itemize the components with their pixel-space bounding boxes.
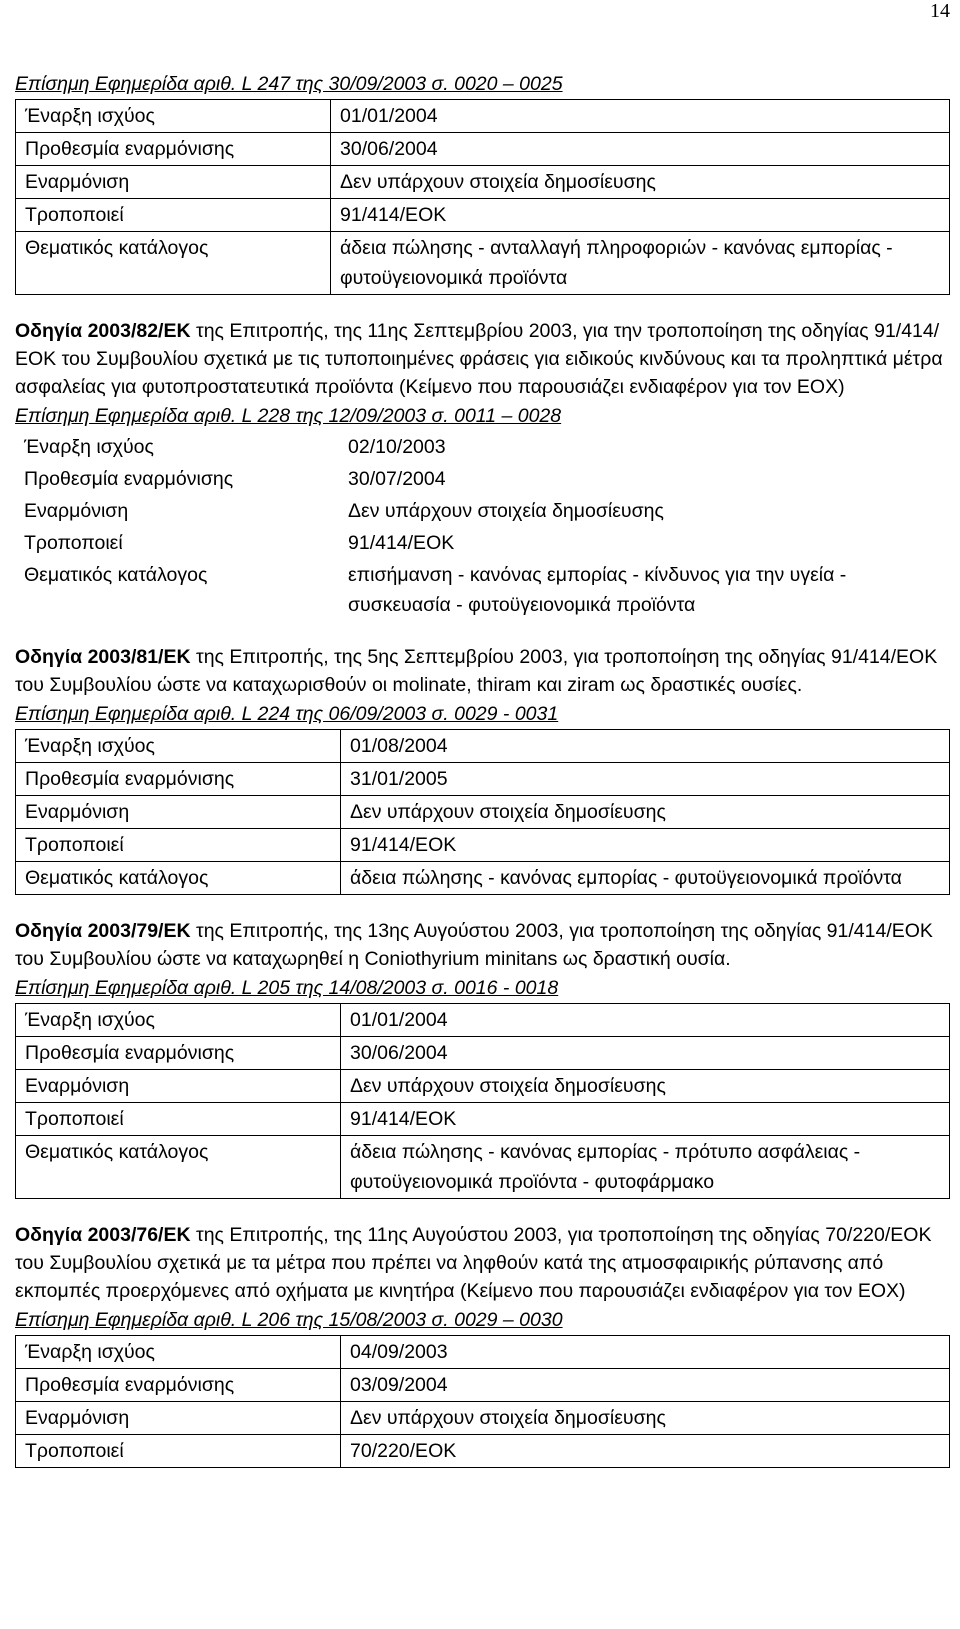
amends-label: Τροποποιεί (16, 1435, 341, 1468)
table-row (16, 730, 950, 763)
amends-value: 70/220/ΕΟΚ (341, 1435, 950, 1468)
transposition-deadline-label: Προθεσμία εναρμόνισης (16, 1037, 341, 1070)
journal-reference: Επίσημη Εφημερίδα αριθ. L 247 της 30/09/2003 σ. 0020 – 0025 (15, 73, 563, 95)
page-number: 14 (930, 0, 950, 22)
directive-section (15, 917, 950, 1199)
directive-title (15, 317, 950, 401)
harmonisation-value: Δεν υπάρχουν στοιχεία δημοσίευσης (331, 166, 950, 199)
table-row (16, 1402, 950, 1435)
table-row (16, 763, 950, 796)
entry-into-force-label: Έναρξη ισχύος (16, 730, 341, 763)
directive-description: της Επιτροπής, της 13ης Αυγούστου 2003, για τροποποίηση της οδηγίας 91/414/ΕΟΚ του Συμβουλίου ώστε να καταχωρηθεί η Coniothyrium minitans ως δραστική ουσία. (15, 920, 933, 970)
harmonisation-label: Εναρμόνιση (16, 1070, 341, 1103)
directive-section (15, 1221, 950, 1468)
transposition-deadline-value: 30/06/2004 (331, 133, 950, 166)
table-row (16, 232, 950, 295)
table-row (15, 431, 950, 463)
amends-label: Τροποποιεί (24, 532, 123, 554)
subject-index-label: Θεματικός κατάλογος (16, 1136, 341, 1199)
journal-reference: Επίσημη Εφημερίδα αριθ. L 206 της 15/08/2003 σ. 0029 – 0030 (15, 1309, 563, 1331)
journal-reference: Επίσημη Εφημερίδα αριθ. L 205 της 14/08/2003 σ. 0016 - 0018 (15, 977, 559, 999)
journal-reference: Επίσημη Εφημερίδα αριθ. L 228 της 12/09/2003 σ. 0011 – 0028 (15, 405, 562, 427)
table-row (16, 1070, 950, 1103)
entry-into-force-value: 04/09/2003 (341, 1336, 950, 1369)
directive-description: της Επιτροπής, της 11ης Σεπτεμβρίου 2003, για την τροποποίηση της οδηγίας 91/414/ΕΟΚ του Συμβουλίου σχετικά με τις τυποποιημένες φράσεις για ειδικούς κινδύνους και τα προληπτικά μέτρα ασφαλείας για φυτοπροστατευτικά προϊόντα (Κείμενο που παρουσιάζει ενδιαφέρον για τον ΕΟΧ) (15, 320, 943, 398)
table-row (16, 1037, 950, 1070)
directive-number: Οδηγία 2003/82/ΕΚ (15, 320, 191, 342)
entry-into-force-label: Έναρξη ισχύος (16, 1004, 341, 1037)
table-row (16, 1136, 950, 1199)
harmonisation-value: Δεν υπάρχουν στοιχεία δημοσίευσης (341, 1402, 950, 1435)
directive-number: Οδηγία 2003/79/ΕΚ (15, 920, 191, 942)
transposition-deadline-value: 30/07/2004 (348, 468, 446, 490)
harmonisation-label: Εναρμόνιση (16, 1402, 341, 1435)
table-row (15, 463, 950, 495)
directive-info-table (15, 1335, 950, 1468)
directive-number: Οδηγία 2003/76/ΕΚ (15, 1224, 191, 1246)
amends-value: 91/414/ΕΟΚ (348, 532, 455, 554)
table-row (16, 1004, 950, 1037)
table-row (16, 1435, 950, 1468)
transposition-deadline-value: 30/06/2004 (341, 1037, 950, 1070)
directive-section (15, 643, 950, 895)
table-row (16, 1336, 950, 1369)
subject-index-value: επισήμανση - κανόνας εμπορίας - κίνδυνος για την υγεία - συσκευασία - φυτοϋγειονομικά προϊόντα (348, 564, 847, 616)
table-row (16, 133, 950, 166)
directive-title (15, 1221, 950, 1305)
amends-label: Τροποποιεί (16, 1103, 341, 1136)
directive-description: της Επιτροπής, της 11ης Αυγούστου 2003, για τροποποίηση της οδηγίας 70/220/ΕΟΚ του Συμβουλίου σχετικά με τα μέτρα που πρέπει να ληφθούν κατά της ατμοσφαιρικής ρύπανσης από εκπομπές προερχόμενες από οχήματα με κινητήρα (Κείμενο που παρουσιάζει ενδιαφέρον για τον ΕΟΧ) (15, 1224, 932, 1302)
amends-label: Τροποποιεί (16, 829, 341, 862)
subject-index-value: άδεια πώλησης - κανόνας εμπορίας - φυτοϋγειονομικά προϊόντα (341, 862, 950, 895)
entry-into-force-label: Έναρξη ισχύος (16, 100, 331, 133)
harmonisation-value: Δεν υπάρχουν στοιχεία δημοσίευσης (341, 1070, 950, 1103)
entry-into-force-label: Έναρξη ισχύος (24, 436, 154, 458)
table-row (16, 166, 950, 199)
entry-into-force-label: Έναρξη ισχύος (16, 1336, 341, 1369)
harmonisation-value: Δεν υπάρχουν στοιχεία δημοσίευσης (341, 796, 950, 829)
table-row (16, 796, 950, 829)
harmonisation-label: Εναρμόνιση (16, 166, 331, 199)
table-row (16, 862, 950, 895)
table-row (16, 1369, 950, 1402)
amends-value: 91/414/ΕΟΚ (341, 829, 950, 862)
subject-index-value: άδεια πώλησης - ανταλλαγή πληροφοριών - κανόνας εμπορίας - φυτοϋγειονομικά προϊόντα (331, 232, 950, 295)
directive-title (15, 643, 950, 699)
entry-into-force-value: 01/01/2004 (331, 100, 950, 133)
table-row (16, 829, 950, 862)
table-row (15, 527, 950, 559)
directive-number: Οδηγία 2003/81/ΕΚ (15, 646, 191, 668)
harmonisation-label: Εναρμόνιση (24, 500, 129, 522)
table-row (16, 100, 950, 133)
amends-value: 91/414/ΕΟΚ (331, 199, 950, 232)
table-row (16, 1103, 950, 1136)
transposition-deadline-label: Προθεσμία εναρμόνισης (16, 1369, 341, 1402)
transposition-deadline-label: Προθεσμία εναρμόνισης (24, 468, 234, 490)
table-row (15, 495, 950, 527)
directive-section (15, 0, 950, 295)
directive-section (15, 317, 950, 621)
directive-title (15, 917, 950, 973)
transposition-deadline-label: Προθεσμία εναρμόνισης (16, 133, 331, 166)
amends-value: 91/414/ΕΟΚ (341, 1103, 950, 1136)
subject-index-label: Θεματικός κατάλογος (16, 232, 331, 295)
table-row (16, 199, 950, 232)
entry-into-force-value: 01/01/2004 (341, 1004, 950, 1037)
entry-into-force-value: 02/10/2003 (348, 436, 446, 458)
transposition-deadline-value: 03/09/2004 (341, 1369, 950, 1402)
harmonisation-label: Εναρμόνιση (16, 796, 341, 829)
amends-label: Τροποποιεί (16, 199, 331, 232)
directive-info-table (15, 1003, 950, 1199)
harmonisation-value: Δεν υπάρχουν στοιχεία δημοσίευσης (348, 500, 664, 522)
document-body (15, 0, 950, 1468)
entry-into-force-value: 01/08/2004 (341, 730, 950, 763)
table-row (15, 559, 950, 621)
subject-index-label: Θεματικός κατάλογος (24, 564, 208, 586)
subject-index-value: άδεια πώλησης - κανόνας εμπορίας - πρότυπο ασφάλειας - φυτοϋγειονομικά προϊόντα - φυτοφάρμακο (341, 1136, 950, 1199)
subject-index-label: Θεματικός κατάλογος (16, 862, 341, 895)
directive-info-table (15, 431, 950, 621)
directive-info-table (15, 729, 950, 895)
transposition-deadline-label: Προθεσμία εναρμόνισης (16, 763, 341, 796)
transposition-deadline-value: 31/01/2005 (341, 763, 950, 796)
directive-info-table (15, 99, 950, 295)
journal-reference: Επίσημη Εφημερίδα αριθ. L 224 της 06/09/2003 σ. 0029 - 0031 (15, 703, 559, 725)
directive-description: της Επιτροπής, της 5ης Σεπτεμβρίου 2003, για τροποποίηση της οδηγίας 91/414/ΕΟΚ του Συμβουλίου ώστε να καταχωρισθούν οι molinate, thiram και ziram ως δραστικές ουσίες. (15, 646, 938, 696)
